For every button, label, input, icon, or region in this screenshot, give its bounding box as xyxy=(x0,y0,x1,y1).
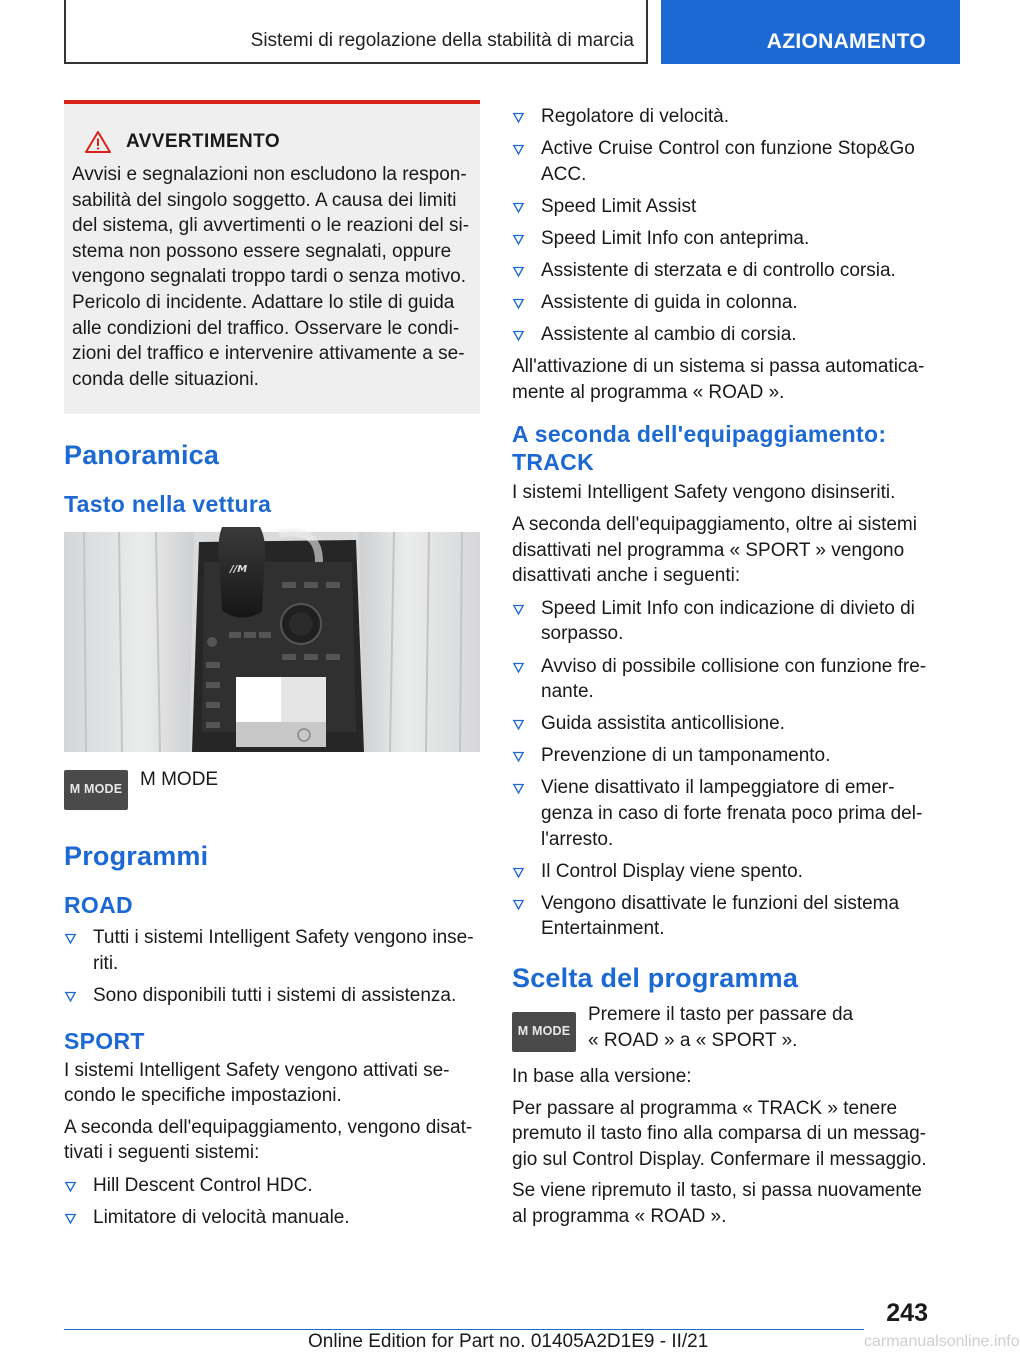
list-item xyxy=(512,194,928,220)
warning-box xyxy=(64,100,480,414)
list-item-text: Sono disponibili tutti i sistemi di assistenza. xyxy=(93,985,457,1007)
triangle-bullet-icon xyxy=(513,330,524,341)
paragraph-line: Se viene ripremuto il tasto, si passa nuovamente xyxy=(512,1180,922,1202)
sport-paragraph-1 xyxy=(64,1058,480,1109)
list-item xyxy=(64,1205,480,1231)
page-header xyxy=(0,0,960,66)
paragraph-line: condo le specifiche impostazioni. xyxy=(64,1085,342,1107)
triangle-bullet-icon xyxy=(65,1181,76,1192)
paragraph-line: « ROAD » a « SPORT ». xyxy=(588,1029,798,1051)
paragraph-line: disattivati nel programma « SPORT » vengono xyxy=(512,539,905,561)
overview-heading: Panoramica xyxy=(64,440,220,471)
sport-paragraph-2 xyxy=(64,1115,480,1166)
header-chapter-title: AZIONAMENTO xyxy=(766,30,926,53)
warning-title-text: AVVERTIMENTO xyxy=(126,131,280,152)
list-item-text: Speed Limit Assist xyxy=(541,195,697,217)
triangle-bullet-icon xyxy=(65,991,76,1002)
list-item-text: Vengono disattivate le funzioni del sistema xyxy=(541,892,900,914)
warning-line: sabilità del singolo soggetto. A causa dei limiti xyxy=(72,189,457,211)
center-console-photo xyxy=(64,532,480,752)
sport-list-continued xyxy=(512,104,928,348)
track-heading xyxy=(512,420,928,476)
list-item-text: Active Cruise Control con funzione Stop&Go xyxy=(541,138,915,160)
button-heading: Tasto nella vettura xyxy=(64,491,272,518)
warning-line: vengono segnalati troppo tardi o senza motivo. xyxy=(72,266,466,288)
warning-line: zioni del traffico e intervenire attivamente a se- xyxy=(72,343,465,365)
auto-road-paragraph xyxy=(512,354,928,405)
paragraph-line: I sistemi Intelligent Safety vengono attivati se- xyxy=(64,1059,450,1081)
paragraph-line: A seconda dell'equipaggiamento, vengono disat- xyxy=(64,1116,473,1138)
sport-list xyxy=(64,1173,480,1231)
list-item-text: Tutti i sistemi Intelligent Safety vengono inse- xyxy=(93,927,474,949)
paragraph-line: al programma « ROAD ». xyxy=(512,1205,727,1227)
list-item-text: Regolatore di velocità. xyxy=(541,106,729,127)
paragraph-line: Premere il tasto per passare da xyxy=(588,1003,854,1025)
warning-text xyxy=(72,162,470,392)
paragraph-line: tivati i seguenti sistemi: xyxy=(64,1142,260,1164)
sport-heading: SPORT xyxy=(64,1027,145,1054)
m-mode-icon-text: M MODE xyxy=(69,782,123,797)
list-item-text: Limitatore di velocità manuale. xyxy=(93,1207,350,1229)
warning-line: stema non possono essere segnalati, oppure xyxy=(72,240,452,262)
svg-text://M: //M xyxy=(230,564,248,576)
triangle-bullet-icon xyxy=(513,604,524,615)
warning-title xyxy=(84,130,470,154)
list-item-text: Entertainment. xyxy=(541,918,665,940)
triangle-bullet-icon xyxy=(65,933,76,944)
list-item xyxy=(512,743,928,769)
list-item-text: Assistente di guida in colonna. xyxy=(541,292,798,314)
list-item-text: Viene disattivato il lampeggiatore di emer- xyxy=(541,777,895,799)
list-item xyxy=(512,258,928,284)
footer-watermark: carmanualsonline.info xyxy=(864,1333,1020,1350)
list-item xyxy=(512,711,928,737)
triangle-bullet-icon xyxy=(513,112,524,123)
list-item-text: ACC. xyxy=(541,163,587,185)
paragraph-line: disattivati anche i seguenti: xyxy=(512,565,741,587)
triangle-bullet-icon xyxy=(513,867,524,878)
triangle-bullet-icon xyxy=(513,719,524,730)
list-item xyxy=(512,775,928,852)
warning-triangle-icon xyxy=(84,130,112,154)
triangle-bullet-icon xyxy=(513,662,524,673)
track-list xyxy=(512,596,928,942)
triangle-bullet-icon xyxy=(65,1213,76,1224)
heading-line: A seconda dell'equipaggiamento: xyxy=(512,421,887,448)
repress-paragraph xyxy=(512,1178,928,1229)
triangle-bullet-icon xyxy=(513,202,524,213)
triangle-bullet-icon xyxy=(513,751,524,762)
triangle-bullet-icon xyxy=(513,234,524,245)
footer-divider xyxy=(64,1329,864,1330)
version-paragraph xyxy=(512,1064,928,1090)
mmode-button-row xyxy=(64,770,480,810)
list-item xyxy=(512,891,928,942)
warning-line: alle condizioni del traffico. Osservare le condi- xyxy=(72,317,460,339)
road-heading: ROAD xyxy=(64,892,133,919)
list-item-text: Guida assistita anticollisione. xyxy=(541,713,785,735)
list-item-text: sorpasso. xyxy=(541,623,624,645)
list-item-text: Assistente di sterzata e di controllo corsia. xyxy=(541,259,896,281)
list-item xyxy=(512,290,928,316)
right-column xyxy=(512,104,928,1230)
list-item-text: l'arresto. xyxy=(541,828,614,850)
list-item xyxy=(64,925,480,976)
heading-line: TRACK xyxy=(512,449,594,476)
triangle-bullet-icon xyxy=(513,298,524,309)
select-intro-paragraph xyxy=(588,1002,853,1053)
list-item xyxy=(64,983,480,1009)
paragraph-line: Per passare al programma « TRACK » tenere xyxy=(512,1097,898,1119)
list-item-text: Prevenzione di un tamponamento. xyxy=(541,745,831,767)
track-hold-paragraph xyxy=(512,1096,928,1173)
road-list xyxy=(64,925,480,1008)
list-item xyxy=(512,226,928,252)
triangle-bullet-icon xyxy=(513,899,524,910)
list-item-text: Hill Descent Control HDC. xyxy=(93,1175,313,1196)
m-mode-button-icon xyxy=(64,770,128,810)
left-column xyxy=(64,100,480,1237)
warning-line: Pericolo di incidente. Adattare lo stile di guida xyxy=(72,291,455,313)
list-item-text: Speed Limit Info con anteprima. xyxy=(541,227,810,249)
warning-line: Avvisi e segnalazioni non escludono la respon- xyxy=(72,164,467,185)
triangle-bullet-icon xyxy=(513,266,524,277)
paragraph-line: All'attivazione di un sistema si passa automatica- xyxy=(512,356,925,378)
select-program-heading: Scelta del programma xyxy=(512,962,799,993)
warning-line: del sistema, gli avvertimenti o le reazioni del si- xyxy=(72,215,470,237)
paragraph-line: In base alla versione: xyxy=(512,1065,692,1087)
select-program-row xyxy=(512,1004,928,1056)
list-item xyxy=(512,136,928,187)
center-console-illustration xyxy=(64,532,480,752)
paragraph-line: A seconda dell'equipaggiamento, oltre ai sistemi xyxy=(512,514,917,536)
m-mode-label: M MODE xyxy=(140,769,219,791)
m-mode-icon-text: M MODE xyxy=(517,1023,571,1038)
track-paragraph-1 xyxy=(512,480,928,506)
header-section-box xyxy=(64,0,648,64)
programs-heading: Programmi xyxy=(64,841,209,872)
list-item-text: riti. xyxy=(93,952,119,974)
list-item-text: Avviso di possibile collisione con funzione fre- xyxy=(541,655,927,677)
paragraph-line: gio sul Control Display. Confermare il messaggio. xyxy=(512,1148,927,1170)
list-item-text: genza in caso di forte frenata poco prima del- xyxy=(541,802,923,824)
list-item xyxy=(512,322,928,348)
triangle-bullet-icon xyxy=(513,783,524,794)
warning-line: conda delle situazioni. xyxy=(72,368,259,390)
footer-edition: Online Edition for Part no. 01405A2D1E9 - II/21 xyxy=(308,1331,709,1352)
list-item-text: Il Control Display viene spento. xyxy=(541,860,803,882)
triangle-bullet-icon xyxy=(513,144,524,155)
list-item-text: nante. xyxy=(541,681,594,703)
list-item-text: Speed Limit Info con indicazione di divieto di xyxy=(541,597,915,619)
list-item-text: Assistente al cambio di corsia. xyxy=(541,324,797,346)
list-item xyxy=(64,1173,480,1199)
list-item xyxy=(512,654,928,705)
list-item xyxy=(512,596,928,647)
header-chapter-tab xyxy=(661,0,960,64)
page-number: 243 xyxy=(886,1299,928,1327)
list-item xyxy=(512,859,928,885)
m-mode-button-icon xyxy=(512,1012,576,1052)
list-item xyxy=(512,104,928,130)
header-section-title: Sistemi di regolazione della stabilità di marcia xyxy=(250,30,634,51)
paragraph-line: I sistemi Intelligent Safety vengono disinseriti. xyxy=(512,482,896,504)
paragraph-line: mente al programma « ROAD ». xyxy=(512,381,785,403)
track-paragraph-2 xyxy=(512,512,928,589)
paragraph-line: premuto il tasto fino alla comparsa di un messag- xyxy=(512,1123,926,1145)
